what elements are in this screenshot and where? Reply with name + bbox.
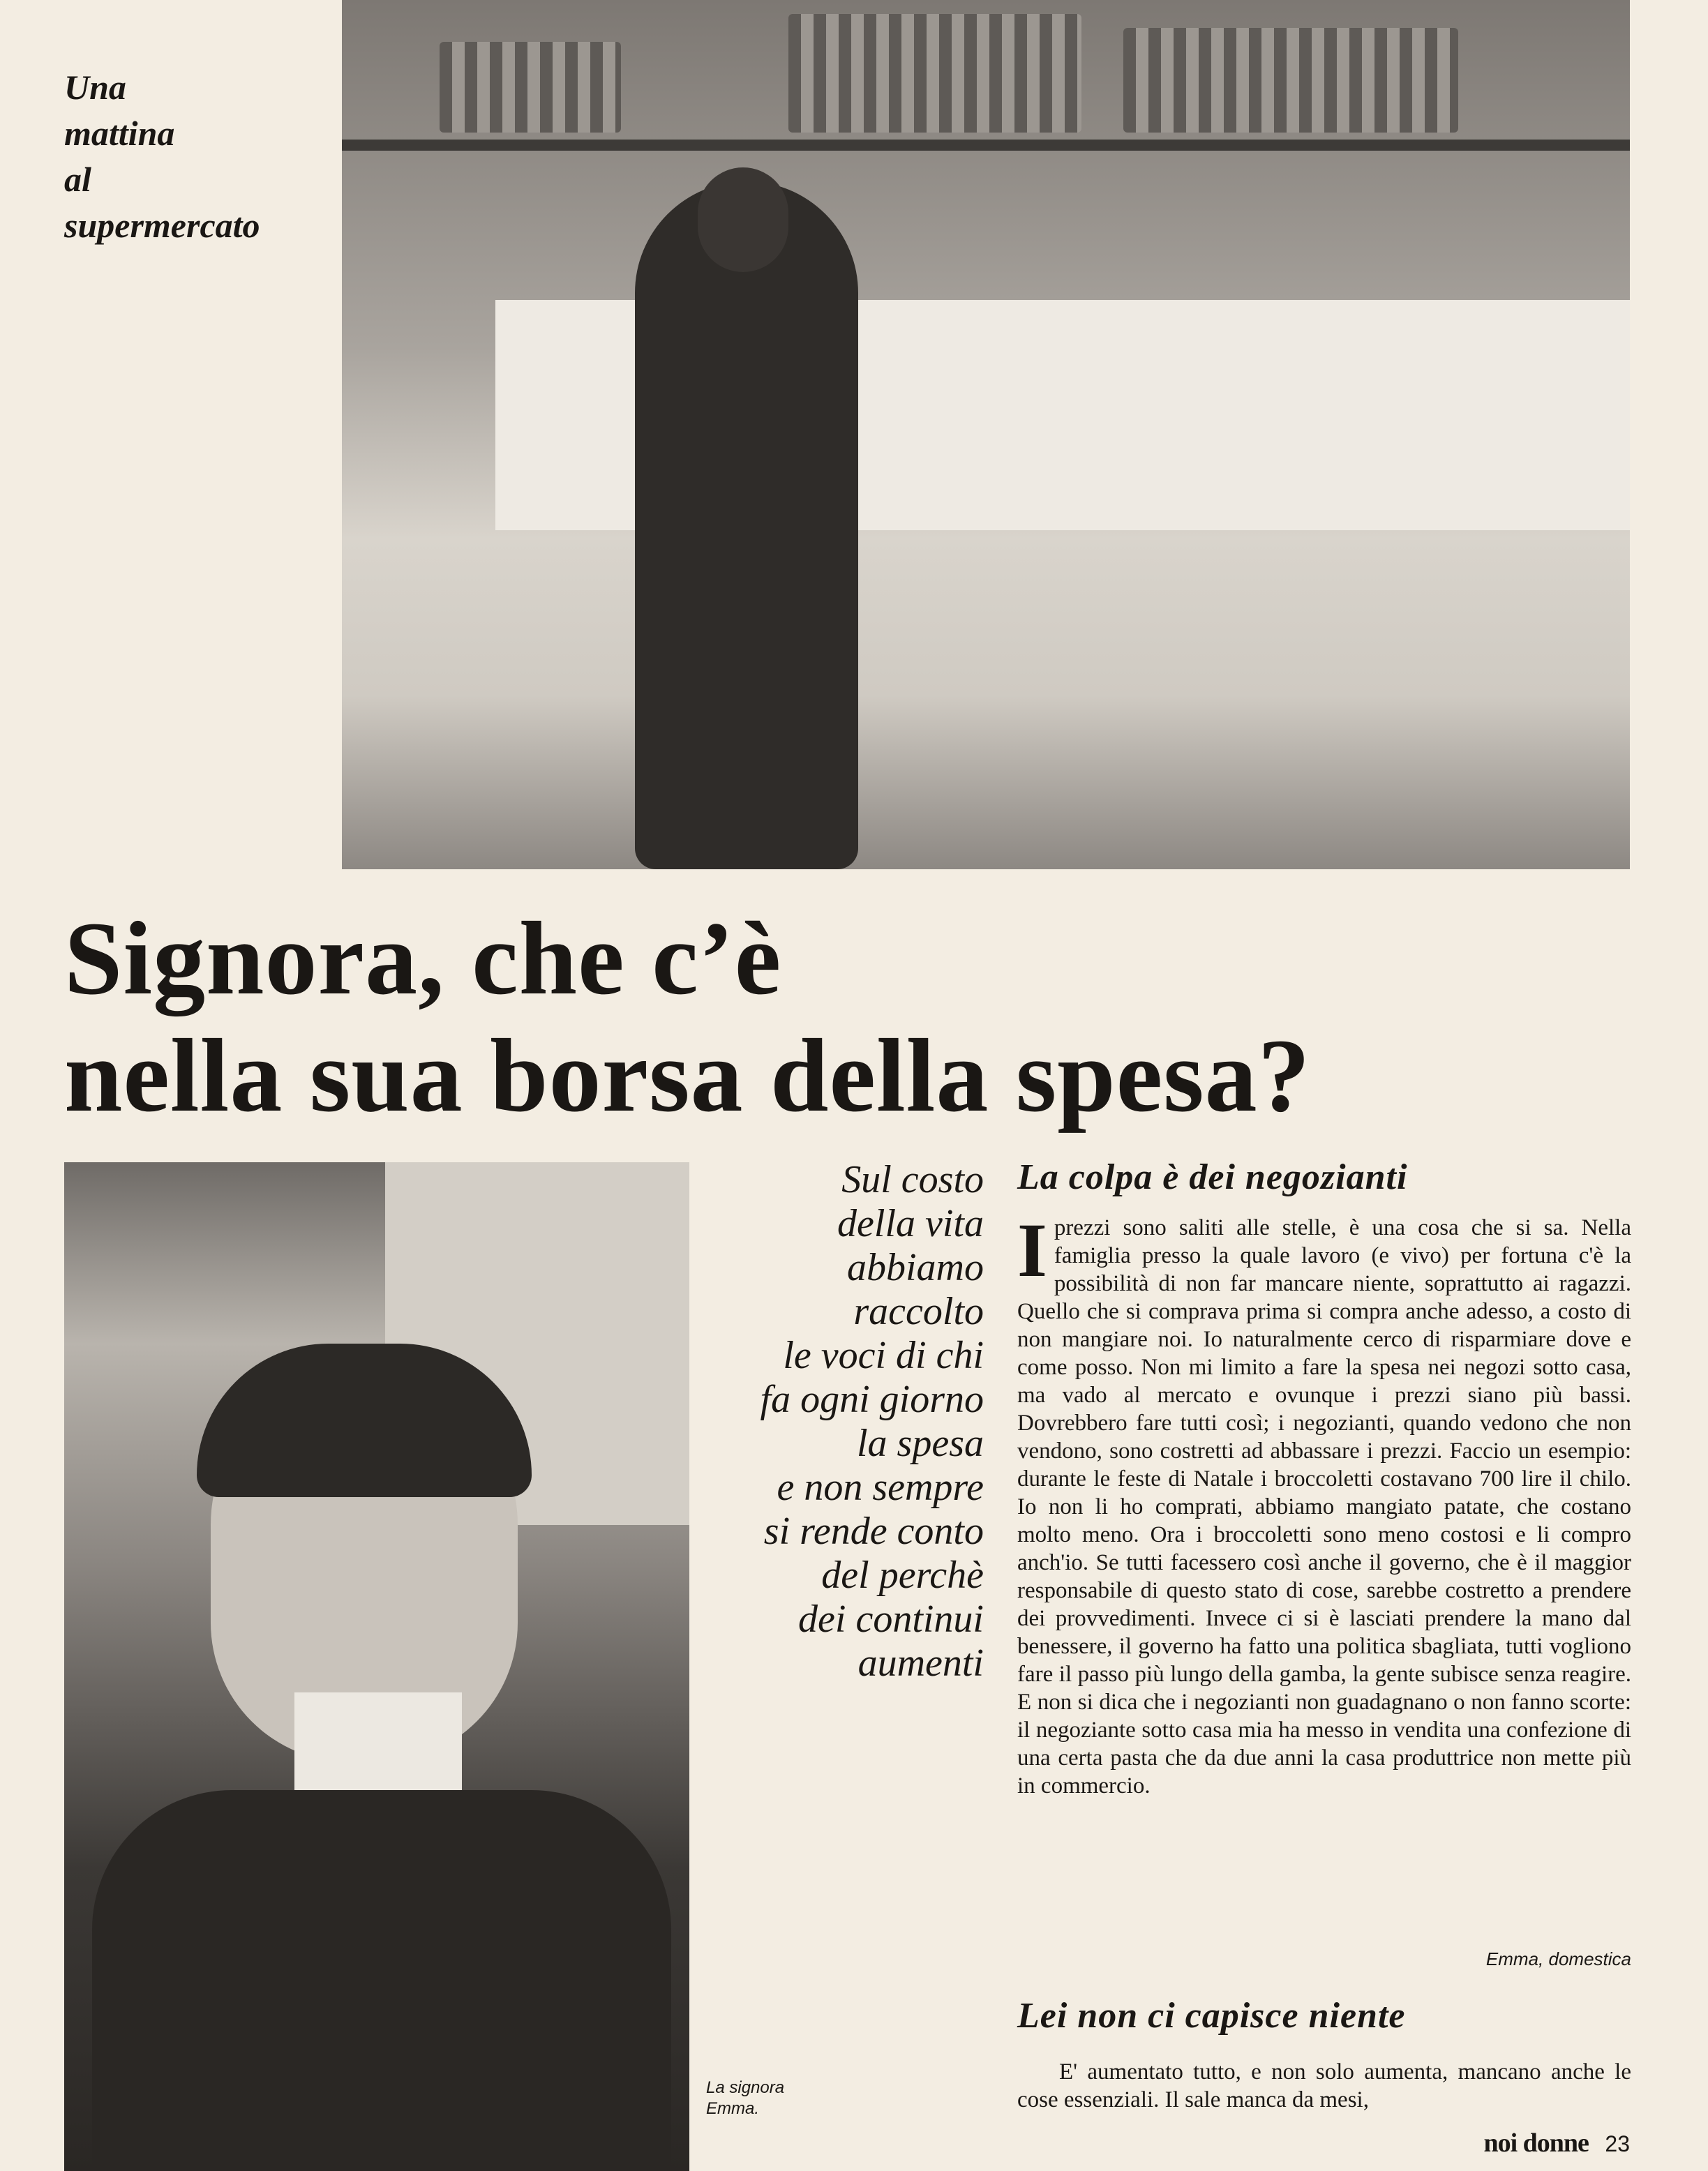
deck-line: la spesa (857, 1422, 984, 1465)
headline-line-2: nella sua borsa della spesa? (64, 1018, 1311, 1134)
page-number: 23 (1605, 2131, 1630, 2156)
article-2-body: E' aumentato tutto, e non solo aumenta, mancano anche le cose essenziali. Il sale manca da mesi, (1017, 2059, 1631, 2112)
photo-caption (706, 2078, 804, 2119)
article-2-title: Lei non ci capisce niente (1017, 1996, 1406, 2036)
headline (64, 900, 1669, 1134)
section-tag (64, 64, 329, 248)
article-1-text: prezzi sono saliti alle stelle, è una cosa che si sa. Nella famiglia presso la quale lavoro (e vivo) per fortuna c'è la possibilità di non far mancare niente, soprattutto ai ragazzi. Quello che si comprava prima si compra anche adesso, a costo di non mangiare noi. Io naturalmente cerco di risparmiare dove e come posso. Non mi limito a fare la spesa nei negozi sotto casa, ma vado al mercato e ovunque i prezzi siano più bassi. Dovrebbero fare tutti così; i negozianti, quando vedono che non vendono, sono costretti ad abbassare i prezzi. Faccio un esempio: durante le feste di Natale i broccoletti costavano 700 lire il chilo. Io non li ho comprati, abbiamo mangiato patate, che costano molto meno. Ora i broccoletti sono meno costosi e li compro anch'io. Se tutti facessero così anche il governo, che è il maggior responsabile di questo stato di cose, sarebbe costretto a prendere dei provvedimenti. Invece ci si è lasciati prendere la mano dal benessere, il governo ha fatto una politica sbagliata, tutti vogliono fare il passo più lungo della gamba, la gente subisce senza reagire. E non si dica che i negozianti non guadagnano o non fanno scorte: il negoziante sotto casa mia ha messo in vendita una confezione di una certa pasta che da due anni la casa produttrice non mette più in commercio. (1017, 1215, 1631, 1798)
page-footer (1483, 2128, 1630, 2158)
woman-head (698, 167, 788, 272)
deck-line: si rende conto (763, 1510, 984, 1553)
article-deck (698, 1158, 984, 1685)
caption-line: La signora (706, 2078, 785, 2097)
deck-line: dei continui (798, 1598, 984, 1641)
article-1-signature: Emma, domestica (1485, 1948, 1631, 1969)
deck-line: della vita (837, 1202, 984, 1245)
magazine-name: noi donne (1483, 2128, 1589, 2158)
shelf-line (342, 140, 1630, 151)
supermarket-photo (342, 0, 1630, 869)
deck-line: fa ogni giorno (760, 1378, 984, 1421)
canned-goods-stack (1123, 28, 1458, 133)
canned-goods-stack (788, 14, 1081, 133)
deck-line: le voci di chi (783, 1334, 984, 1377)
deck-line: raccolto (853, 1290, 984, 1333)
deck-line: e non sempre (777, 1466, 984, 1509)
deck-line: Sul costo (841, 1158, 984, 1201)
tag-line: al (64, 160, 91, 199)
deck-line: del perchè (821, 1554, 984, 1597)
tag-line: supermercato (64, 206, 260, 245)
article-1-body (1017, 1208, 1631, 1800)
headline-line-1: Signora, che c’è (64, 901, 782, 1016)
jar-stack (440, 42, 621, 133)
article-1-title: La colpa è dei negozianti (1017, 1157, 1408, 1197)
caption-line: Emma. (706, 2099, 760, 2118)
drop-cap: I (1017, 1208, 1047, 1293)
deck-line: aumenti (857, 1642, 984, 1685)
deck-line: abbiamo (847, 1246, 984, 1289)
woman-figure (635, 181, 858, 869)
tag-line: mattina (64, 114, 175, 153)
portrait-photo (64, 1162, 689, 2171)
tag-line: Una (64, 68, 126, 107)
coat (92, 1790, 671, 2171)
